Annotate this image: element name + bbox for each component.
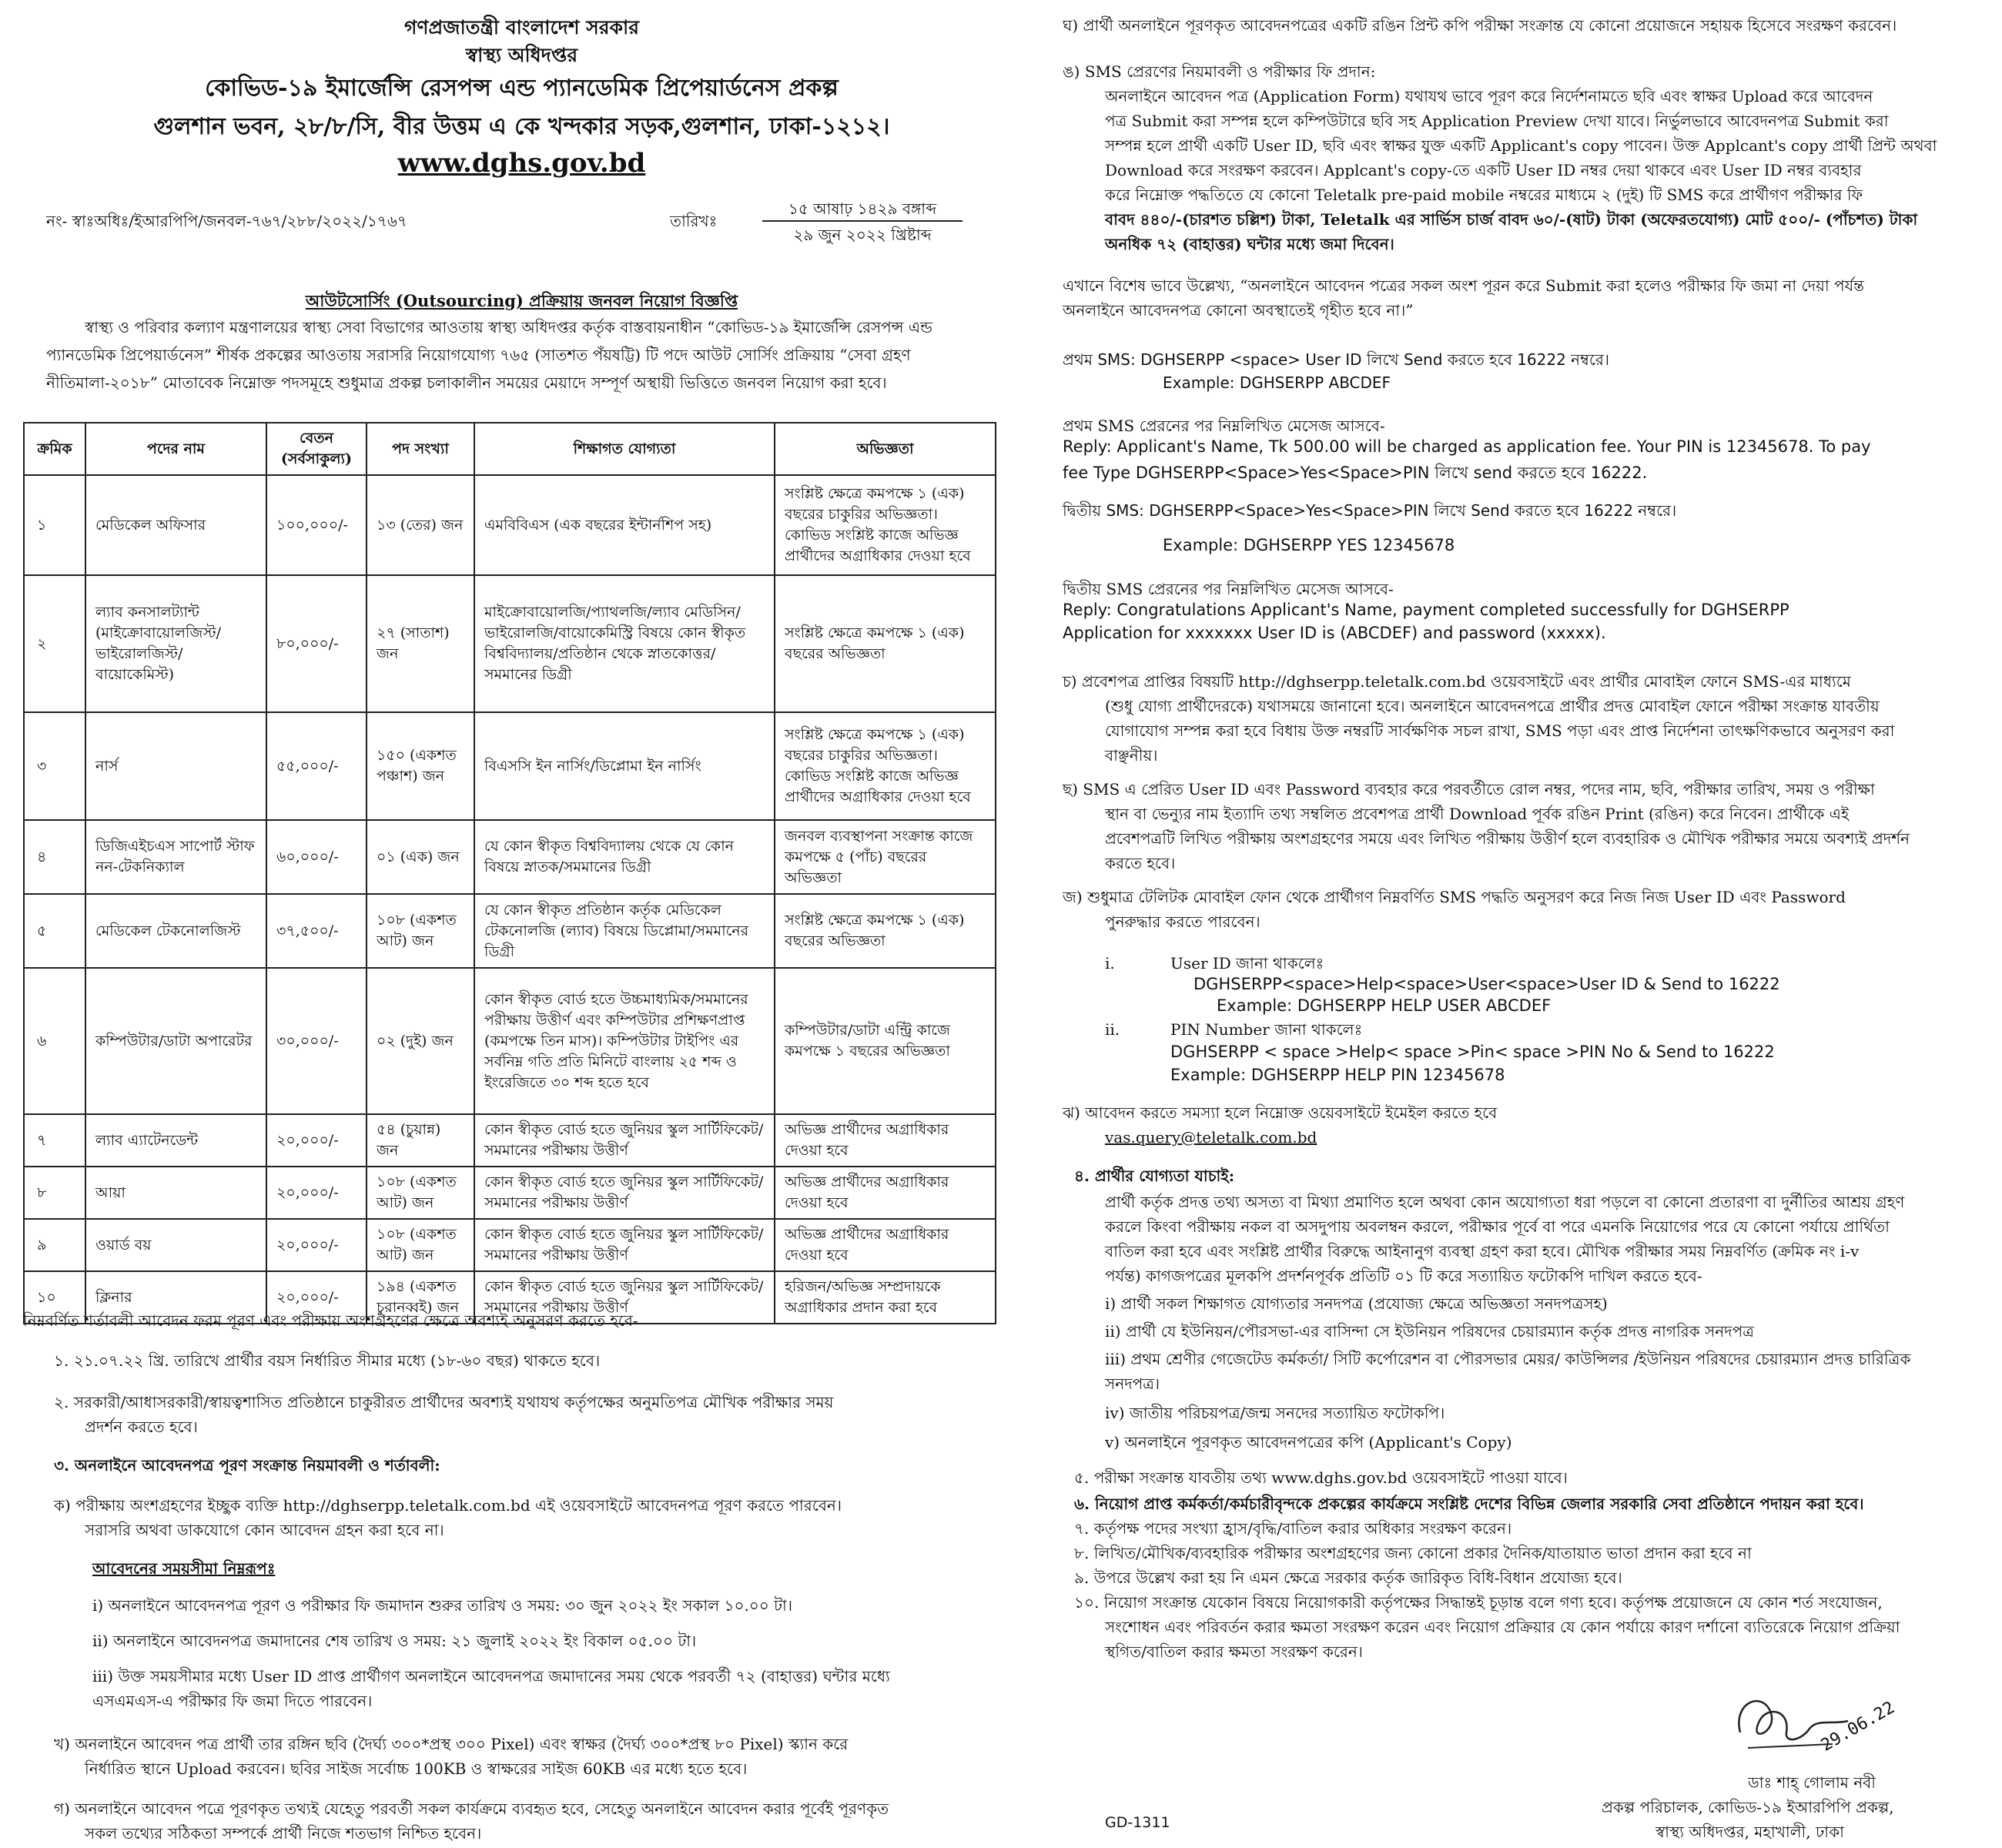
recovery-userid-example: Example: DGHSERPP HELP USER ABCDEF [1217, 996, 1552, 1015]
jobs-table [23, 422, 996, 1324]
cell-education: যে কোন স্বীকৃত বিশ্ববিদ্যালয় থেকে যে কোন বিষয়ে স্নাতক/সমমানের ডিগ্রী [474, 820, 775, 894]
cell-salary: ৫৫,০০০/- [266, 712, 367, 820]
cell-count: ১৫০ (একশত পঞ্চাশ) জন [367, 712, 474, 820]
rule-ja-cont: পুনরুদ্ধার করতে পারবেন। [1105, 912, 1260, 931]
cell-serial: ৪ [24, 820, 85, 894]
section-final-decision: ১০. নিয়োগ সংক্রান্ত যেকোন বিষয়ে নিয়োগকারী কর্তৃপক্ষের সিদ্ধান্তই চূড়ান্ত বলে গণ্য হবে। কর্তৃপক্ষ প্রয়োজনে যে কোন শর্ত সংযোজন, [1074, 1593, 1883, 1612]
intro-line: প্যানডেমিক প্রিপেয়ার্ডনেস” শীর্ষক প্রকল্পের আওতায় সরাসরি নিয়োগযোগ্য ৭৬৫ (সাতশত পঁয়ষট্টি) টি পদে আউট সোর্সিং প্রক্রিয়ায় “সেবা গ্রহণ [46, 346, 911, 364]
first-reply: Reply: Applicant's Name, Tk 500.00 will be charged as application fee. Your PIN is 12345678. To pay [1063, 437, 1871, 456]
cell-salary: ২০,০০০/- [266, 1219, 367, 1271]
recovery-pin-label: PIN Number জানা থাকলেঃ [1170, 1020, 1363, 1039]
second-reply-cont: Application for xxxxxxx User ID is (ABCDEF) and password (xxxxx). [1063, 624, 1606, 642]
section-no-allowance: ৮. লিখিত/মৌখিক/ব্যবহারিক পরীক্ষার অংশগ্রহণের জন্য কোনো প্রকার দৈনিক/যাতায়াত ভাতা প্রদান করা হবে না [1074, 1544, 1752, 1562]
sms-rules-line: অনলাইনে আবেদন পত্র (Application Form) যথাযথ ভাবে পূরণ করে নির্দেশনামতে ছবি এবং স্বাক্ষর Upload করে আবেদন [1105, 87, 1873, 105]
cell-salary: ৩৭,৫০০/- [266, 894, 367, 968]
cell-salary: ২০,০০০/- [266, 1167, 367, 1219]
cell-post: ল্যাব এ্যাটেনডেন্ট [85, 1114, 266, 1167]
col-header-post: পদের নাম [85, 423, 266, 475]
first-sms-example: Example: DGHSERPP ABCDEF [1163, 373, 1391, 392]
cell-education: যে কোন স্বীকৃত প্রতিষ্ঠান কর্তৃক মেডিকেল টেকনোলজি (ল্যাব) বিষয়ে ডিপ্লোমা/সমমানের ডিগ্রী [474, 894, 775, 968]
cell-count: ১৯৪ (একশত চুরানব্বই) জন [367, 1271, 474, 1324]
condition-age: ১. ২১.০৭.২২ খ্রি. তারিখে প্রার্থীর বয়স নির্ধারিত সীমার মধ্যে (১৮-৬০ বছর) থাকতে হবে। [54, 1351, 601, 1370]
second-sms-example: Example: DGHSERPP YES 12345678 [1163, 536, 1455, 554]
recovery-pin-sms: DGHSERPP < space >Help< space >Pin< space >PIN No & Send to 16222 [1170, 1043, 1775, 1061]
second-reply: Reply: Congratulations Applicant's Name, payment completed successfully for DGHSERPP [1063, 601, 1789, 619]
cell-experience: সংশ্লিষ্ট ক্ষেত্রে কমপক্ষে ১ (এক) বছরের অভিজ্ঞতা [775, 894, 996, 968]
document-item: iii) প্রথম শ্রেণীর গেজেটেড কর্মকর্তা/ সিটি কর্পোরেশন বা পৌরসভার মেয়র/ কাউন্সিলর /ইউনিয়ন পরিষদের চেয়ারম্যান প্রদত্ত চারিত্রিক [1105, 1350, 1911, 1368]
signatory-title: প্রকল্প পরিচালক, কোভিড-১৯ ইআরপিপি প্রকল্প, [1602, 1798, 1894, 1816]
section-eligibility: ৪. প্রার্থীর যোগ্যতা যাচাই: [1074, 1167, 1235, 1185]
signatory-name: ডাঃ শাহ্ গোলাম নবী [1748, 1773, 1876, 1792]
timeline-sms: iii) উক্ত সময়সীমার মধ্যে User ID প্রাপ্ত প্রার্থীগণ অনলাইনে আবেদনপত্র জমাদানের সময় থেকে পরবর্তী ৭২ (বাহাত্তর) ঘন্টার মধ্যে [92, 1667, 890, 1686]
rule-cha-cont: বাঞ্ছনীয়। [1105, 746, 1158, 765]
cell-salary: ২০,০০০/- [266, 1271, 367, 1324]
cell-salary: ৩০,০০০/- [266, 968, 367, 1114]
cell-experience: সংশ্লিষ্ট ক্ষেত্রে কমপক্ষে ১ (এক) বছরের চাকুরির অভিজ্ঞতা। কোভিড সংশ্লিষ্ট কাজে অভিজ্ঞ প্রার্থীদের অগ্রাধিকার দেওয়া হবে [775, 712, 996, 820]
document-item-cont: সনদপত্র। [1105, 1374, 1160, 1393]
cell-count: ১০৮ (একশত আট) জন [367, 1167, 474, 1219]
cell-experience: অভিজ্ঞ প্রার্থীদের অগ্রাধিকার দেওয়া হবে [775, 1219, 996, 1271]
sms-rules-title: ঙ) SMS প্রেরণের নিয়মাবলী ও পরীক্ষার ফি প্রদান: [1063, 62, 1376, 81]
table-row [24, 1114, 996, 1167]
cell-serial: ৯ [24, 1219, 85, 1271]
section-final-decision-cont: স্থগিত/বাতিল করার ক্ষমতা সংরক্ষণ করেন। [1105, 1642, 1363, 1661]
condition-govt-employee: ২. সরকারী/আধাসরকারী/স্বায়ত্বশাসিত প্রতিষ্ঠানে চাকুরীরত প্রার্থীদের অবশ্যই যথাযথ কর্তৃপক্ষের অনুমতিপত্র মৌখিক পরীক্ষার সময় [54, 1393, 834, 1411]
cell-count: ১০৮ (একশত আট) জন [367, 894, 474, 968]
cell-experience: কম্পিউটার/ডাটা এন্ট্রি কাজে কমপক্ষে ১ বছরের অভিজ্ঞতা [775, 968, 996, 1114]
cell-post: নার্স [85, 712, 266, 820]
timeline-title: আবেদনের সময়সীমা নিম্নরূপঃ [92, 1559, 276, 1578]
cell-count: ২৭ (সাতাশ) জন [367, 575, 474, 712]
cell-experience: সংশ্লিষ্ট ক্ষেত্রে কমপক্ষে ১ (এক) বছরের অভিজ্ঞতা [775, 575, 996, 712]
sms-rules-line: অনধিক ৭২ (বাহাত্তর) ঘন্টার মধ্যে জমা দিবেন। [1105, 235, 1394, 253]
cell-education: মাইক্রোবায়োলজি/প্যাথলজি/ল্যাব মেডিসিন/ভাইরোলজি/বায়োকেমিস্ট্রি বিষয়ে কোন স্বীকৃত বিশ্ববিদ্যালয়/প্রতিষ্ঠান থেকে স্নাতকোত্তর/সমমানের ডিগ্রী [474, 575, 775, 712]
cell-serial: ৮ [24, 1167, 85, 1219]
support-email-link[interactable]: vas.query@teletalk.com.bd [1105, 1128, 1317, 1147]
cell-experience: সংশ্লিষ্ট ক্ষেত্রে কমপক্ষে ১ (এক) বছরের চাকুরির অভিজ্ঞতা। কোভিড সংশ্লিষ্ট কাজে অভিজ্ঞ প্রার্থীদের অগ্রাধিকার দেওয়া হবে [775, 475, 996, 575]
cell-experience: হরিজন/অভিজ্ঞ সম্প্রদায়কে অগ্রাধিকার প্রদান করা হবে [775, 1271, 996, 1324]
section-govt-rules: ৯. উপরে উল্লেখ করা হয় নি এমন ক্ষেত্রে সরকার কর্তৃক জারিকৃত বিধি-বিধান প্রযোজ্য হবে। [1074, 1568, 1622, 1587]
cell-salary: ১০০,০০০/- [266, 475, 367, 575]
timeline-end: ii) অনলাইনে আবেদনপত্র জমাদানের শেষ তারিখ ও সময়: ২১ জুলাই ২০২২ ইং বিকাল ০৫.০০ টা। [92, 1632, 697, 1650]
notice-title: আউটসোর্সিং (Outsourcing) প্রক্রিয়ায় জনবল নিয়োগ বিজ্ঞপ্তি [305, 291, 738, 310]
cell-serial: ১ [24, 475, 85, 575]
first-sms: প্রথম SMS: DGHSERPP <space> User ID লিখে Send করতে হবে 16222 নম্বরে। [1063, 350, 1610, 369]
cell-post: ল্যাব কনসালট্যান্ট (মাইক্রোবায়োলজিস্ট/ ভাইরোলজিস্ট/ বায়োকেমিস্ট) [85, 575, 266, 712]
section-posting: ৬. নিয়োগ প্রাপ্ত কর্মকর্তা/কর্মচারীবৃন্দকে প্রকল্পের কার্যক্রমে সংশ্লিষ্ট দেশের বিভিন্ন জেলার সরকারি সেবা প্রতিষ্ঠানে পদায়ন করা হবে। [1074, 1495, 1864, 1513]
sms-rules-line: Download করে সংরক্ষণ করবেন। Applcant's copy-তে একটি User ID নম্বর দেয়া থাকবে এবং User ID নম্বর ব্যবহার [1105, 161, 1862, 179]
intro-line: নীতিমালা-২০১৮” মোতাবেক নিম্নোক্ত পদসমূহে শুধুমাত্র প্রকল্প চলাকালীন সময়ের মেয়াদে সম্পূর্ণ অস্থায়ী ভিত্তিতে জনবল নিয়োগ করা হবে। [46, 373, 887, 392]
cell-salary: ২০,০০০/- [266, 1114, 367, 1167]
rule-chha-cont: করতে হবে। [1105, 854, 1176, 872]
special-note: এখানে বিশেষ ভাবে উল্লেখ্য, “অনলাইনে আবেদন পত্রের সকল অংশ পূরন করে Submit করা হলেও পরীক্ষার ফি জমা না দেয়া পর্যন্ত [1063, 276, 1864, 295]
col-header-count: পদ সংখ্যা [367, 423, 474, 475]
table-row [24, 1167, 996, 1219]
cell-count: ০২ (দুই) জন [367, 968, 474, 1114]
directorate-name: স্বাস্থ্য অধিদপ্তর [465, 44, 578, 66]
cell-post: আয়া [85, 1167, 266, 1219]
eligibility-line: পর্যন্ত) কাগজপত্রের মূলকপি প্রদর্শনপূর্বক প্রতিটি ০১ টি করে সত্যায়িত ফটোকপি দাখিল করতে হবে- [1105, 1267, 1702, 1285]
cell-count: ১৩ (তের) জন [367, 475, 474, 575]
cell-post: ওয়ার্ড বয় [85, 1219, 266, 1271]
signatory-office: স্বাস্থ্য অধিদপ্তর, মহাখালী, ঢাকা [1656, 1823, 1844, 1841]
cell-serial: ৩ [24, 712, 85, 820]
cell-salary: ৮০,০০০/- [266, 575, 367, 712]
project-name: কোভিড-১৯ ইমার্জেন্সি রেসপন্স এন্ড প্যানডেমিক প্রিপেয়ার্ডনেস প্রকল্প [205, 75, 839, 102]
rule-cha: চ) প্রবেশপত্র প্রাপ্তির বিষয়টি http://dghserpp.teletalk.com.bd ওয়েবসাইটে এবং প্রার্থীর মোবাইল ফোনে SMS-এর মাধ্যমে [1063, 672, 1851, 691]
col-header-serial: ক্রমিক [24, 423, 85, 475]
cell-serial: ৭ [24, 1114, 85, 1167]
cell-post: মেডিকেল অফিসার [85, 475, 266, 575]
cell-experience: জনবল ব্যবস্থাপনা সংক্রান্ত কাজে কমপক্ষে ৫ (পাঁচ) বছরের অভিজ্ঞতা [775, 820, 996, 894]
cell-serial: ১০ [24, 1271, 85, 1324]
eligibility-line: প্রার্থী কর্তৃক প্রদত্ত তথ্য অসত্য বা মিথ্যা প্রমাণিত হলে অথবা কোন অযোগ্যতা ধরা পড়লে বা কোনো প্রতারণা বা দুর্নীতির আশ্রয় গ্রহণ [1105, 1193, 1905, 1211]
cell-salary: ৬০,০০০/- [266, 820, 367, 894]
document-item: iv) জাতীয় পরিচয়পত্র/জন্ম সনদের সত্যায়িত ফটোকপি। [1105, 1404, 1445, 1422]
rule-ka: ক) পরীক্ষায় অংশগ্রহণের ইচ্ছুক ব্যক্তি http://dghserpp.teletalk.com.bd এই ওয়েবসাইটে আবেদনপত্র পূরণ করতে পারবেন। [54, 1496, 842, 1515]
table-row [24, 475, 996, 575]
rule-ga-cont: সকল তথ্যের সঠিকতা সম্পর্কে প্রার্থী নিজে শতভাগ নিশ্চিত হবেন। [85, 1824, 482, 1843]
section-final-decision-cont: সংশোধন এবং পরিবর্তন করার ক্ষমতা সংরক্ষণ করেন এবং নিয়োগ প্রক্রিয়ার যে কোন পর্যায়ে কারণ দর্শানো ব্যতিরেকে নিয়োগ প্রক্রিয়া [1105, 1618, 1900, 1636]
first-sms-after: প্রথম SMS প্রেরনের পর নিম্নলিখিত মেসেজ আসবে- [1063, 417, 1385, 435]
signature-date: 29.06.22 [1817, 1698, 1899, 1756]
cell-serial: ৫ [24, 894, 85, 968]
rule-chha: ছ) SMS এ প্রেরিত User ID এবং Password ব্যবহার করে পরবর্তীতে রোল নম্বর, পদের নাম, ছবি, পরীক্ষার তারিখ, সময় ও পরীক্ষা [1063, 780, 1875, 798]
date-english: ২৯ জুন ২০২২ খ্রিষ্টাব্দ [793, 226, 932, 244]
cell-education: কোন স্বীকৃত বোর্ড হতে জুনিয়র স্কুল সার্টিফিকেট/সমমানের পরীক্ষায় উত্তীর্ণ [474, 1271, 775, 1324]
rule-kha-cont: নির্ধারিত স্থানে Upload করবেন। ছবির সাইজ সর্বোচ্চ 100KB ও স্বাক্ষরের সাইজ 60KB এর মধ্যে হতে হবে। [85, 1759, 748, 1778]
rule-chha-cont: স্থান বা ভেন্যুর নাম ইত্যাদি তথ্য সম্বলিত প্রবেশপত্র প্রার্থী Download পূর্বক রঙিন Print (রঙিন) করে নিবেন। প্রার্থীকে এই [1105, 805, 1850, 823]
table-row [24, 968, 996, 1114]
cell-count: ০১ (এক) জন [367, 820, 474, 894]
col-header-salary: বেতন (সর্বসাকুল্য) [266, 423, 367, 475]
second-sms-after: দ্বিতীয় SMS প্রেরনের পর নিম্নলিখিত মেসেজ আসবে- [1063, 580, 1394, 598]
cell-education: কোন স্বীকৃত বোর্ড হতে জুনিয়র স্কুল সার্টিফিকেট/সমমানের পরীক্ষায় উত্তীর্ণ [474, 1114, 775, 1167]
cell-serial: ২ [24, 575, 85, 712]
col-header-experience: অভিজ্ঞতা [775, 423, 996, 475]
memo-number: নং- স্বাঃঅধিঃ/ইআরপিপি/জনবল-৭৬৭/২৮৮/২০২২/১৭৬৭ [46, 212, 407, 230]
eligibility-line: করলে কিংবা পরীক্ষায় নকল বা অসদুপায় অবলম্বন করলে, পরীক্ষার পূর্বে বা পরে এমনকি নিয়োগের পরে যে কোনো পর্যায়ে প্রার্থিতা [1105, 1217, 1890, 1236]
table-row [24, 575, 996, 712]
table-row [24, 1219, 996, 1271]
second-sms: দ্বিতীয় SMS: DGHSERPP<Space>Yes<Space>PIN লিখে Send করতে হবে 16222 নম্বরে। [1063, 501, 1677, 520]
conditions-intro: নিম্নবর্ণিত শর্তাবলী আবেদন ফরম পূরণ এবং পরীক্ষায় অংশগ্রহণের ক্ষেত্রে অবশ্যই অনুসরণ করতে হবে- [23, 1311, 638, 1330]
condition-govt-employee-cont: প্রদর্শন করতে হবে। [85, 1418, 198, 1436]
document-item: ii) প্রার্থী যে ইউনিয়ন/পৌরসভা-এর বাসিন্দা সে ইউনিয়ন পরিষদের চেয়ারম্যান কর্তৃক প্রদত্ত নাগরিক সনদপত্র [1105, 1322, 1754, 1341]
intro-line: স্বাস্থ্য ও পরিবার কল্যাণ মন্ত্রণালয়ের স্বাস্থ্য সেবা বিভাগের আওতায় স্বাস্থ্য অধিদপ্তর কর্তৃক বাস্তবায়নাধীন “কোভিড-১৯ ইমার্জেন্সি রেসপন্স এন্ড [85, 318, 933, 336]
cell-post: ডিজিএইচএস সাপোর্ট স্টাফ নন-টেকনিক্যাল [85, 820, 266, 894]
rule-cha-cont: যোগাযোগ সম্পন্ন করা হবে বিধায় উক্ত নম্বরটি সার্বক্ষণিক সচল রাখা, SMS পড়া এবং প্রাপ্ত নির্দেশনা তাৎক্ষণিকভাবে অনুসরণ করা [1105, 721, 1895, 740]
rule-ja: জ) শুধুমাত্র টেলিটক মোবাইল ফোন থেকে প্রার্থীগণ নিম্নবর্ণিত SMS পদ্ধতি অনুসরণ করে নিজ নিজ User ID এবং Password [1063, 888, 1846, 906]
gov-name: গণপ্রজাতন্ত্রী বাংলাদেশ সরকার [404, 16, 639, 38]
office-address: গুলশান ভবন, ২৮/৮/সি, বীর উত্তম এ কে খন্দকার সড়ক,গুলশান, ঢাকা-১২১২। [153, 113, 890, 140]
rule-gha: ঘ) প্রার্থী অনলাইনে পূরণকৃত আবেদনপত্রের একটি রঙিন প্রিন্ট কপি পরীক্ষা সংক্রান্ত যে কোনো প্রয়োজনে সহায়ক হিসেবে সংরক্ষণ করবেন। [1063, 16, 1897, 35]
cell-education: কোন স্বীকৃত বোর্ড হতে জুনিয়র স্কুল সার্টিফিকেট/সমমানের পরীক্ষায় উত্তীর্ণ [474, 1219, 775, 1271]
cell-education: কোন স্বীকৃত বোর্ড হতে উচ্চমাধ্যমিক/সমমানের পরীক্ষায় উত্তীর্ণ এবং কম্পিউটার প্রশিক্ষণপ্রাপ্ত (কমপক্ষে তিন মাস)। কম্পিউটার টাইপিং এর সর্বনিম্ন গতি প্রতি মিনিটে বাংলায় ২৫ শব্দ ও ইংরেজিতে ৩০ শব্দ হতে হবে [474, 968, 775, 1114]
section-authority-rights: ৭. কর্তৃপক্ষ পদের সংখ্যা হ্রাস/বৃদ্ধি/বাতিল করার অধিকার সংরক্ষণ করেন। [1074, 1519, 1512, 1538]
date-label: তারিখঃ [670, 212, 718, 230]
cell-count: ৫৪ (চুয়ান্ন) জন [367, 1114, 474, 1167]
sms-rules-line: পত্র Submit করা সম্পন্ন হলে কম্পিউটারে ছবি সহ Application Preview দেখা যাবে। নির্ভুলভাবে আবেদনপত্র Submit করা [1105, 112, 1889, 130]
recovery-i-number: i. [1105, 954, 1115, 973]
rule-cha-cont: (শুধু যোগ্য প্রার্থীদেরকে) যথাসময়ে জানানো হবে। অনলাইনে আবেদনপত্রে প্রার্থীর প্রদত্ত মোবাইল ফোনে পরীক্ষা সংক্রান্ত যাবতীয় [1105, 697, 1880, 715]
date-bangla: ১৫ আষাঢ় ১৪২৯ বঙ্গাব্দ [762, 197, 962, 222]
rule-kha: খ) অনলাইনে আবেদন পত্র প্রার্থী তার রঙ্গিন ছবি (দৈর্ঘ্য ৩০০*প্রস্থ ৩০০ Pixel) এবং স্বাক্ষর (দৈর্ঘ্য ৩০০*প্রস্থ ৮০ Pixel) স্ক্যান করে [54, 1735, 849, 1753]
timeline-start: i) অনলাইনে আবেদনপত্র পূরণ ও পরীক্ষার ফি জমাদান শুরুর তারিখ ও সময়: ৩০ জুন ২০২২ ইং সকাল ১০.০০ টা। [92, 1596, 793, 1615]
section-online-rules: ৩. অনলাইনে আবেদনপত্র পূরণ সংক্রান্ত নিয়মাবলী ও শর্তাবলী: [54, 1456, 440, 1475]
special-note-cont: অনলাইনে আবেদনপত্র কোনো অবস্থাতেই গৃহীত হবে না।” [1063, 301, 1414, 320]
recovery-ii-number: ii. [1105, 1020, 1120, 1039]
sms-rules-line: করে নিম্নোক্ত পদ্ধতিতে যে কোনো Teletalk pre-paid mobile নম্বরের মাধ্যমে ২ (দুই) টি SMS করে প্রার্থীগণ পরীক্ষার ফি [1105, 186, 1863, 204]
recovery-pin-example: Example: DGHSERPP HELP PIN 12345678 [1170, 1066, 1505, 1084]
footer-code: GD-1311 [1105, 1814, 1170, 1831]
sms-rules-line: সম্পন্ন হলে প্রার্থী একটি User ID, ছবি এবং স্বাক্ষর যুক্ত একটি Applicant's copy পাবেন। উক্ত Applcant's copy প্রার্থী প্রিন্ট অথবা [1105, 136, 1937, 155]
rule-ka-cont: সরাসরি অথবা ডাকযোগে কোন আবেদন গ্রহন করা হবে না। [85, 1521, 444, 1539]
cell-experience: অভিজ্ঞ প্রার্থীদের অগ্রাধিকার দেওয়া হবে [775, 1114, 996, 1167]
cell-post: মেডিকেল টেকনোলজিস্ট [85, 894, 266, 968]
cell-serial: ৬ [24, 968, 85, 1114]
cell-post: কম্পিউটার/ডাটা অপারেটর [85, 968, 266, 1114]
table-row [24, 712, 996, 820]
rule-ga: গ) অনলাইনে আবেদন পত্রে পূরণকৃত তথ্যই যেহেতু পরবর্তী সকল কার্যক্রমে ব্যবহৃত হবে, সেহেতু অনলাইনে আবেদন করার পূর্বেই পূরণকৃত [54, 1799, 889, 1818]
first-reply-cont: fee Type DGHSERPP<Space>Yes<Space>PIN লিখে send করতে হবে 16222. [1063, 464, 1648, 482]
document-item: v) অনলাইনে পূরণকৃত আবেদনপত্রের কপি (Applicant's Copy) [1105, 1433, 1512, 1451]
rule-chha-cont: প্রবেশপত্রটি লিখিত পরীক্ষায় অংশগ্রহণের সময়ে এবং লিখিত পরীক্ষায় উত্তীর্ণ হলে ব্যবহারিক ও মৌখিক পরীক্ষার সময়ে অবশ্যই প্রদর্শন [1105, 829, 1910, 848]
eligibility-line: বাতিল করা হবে এবং সংশ্লিষ্ট প্রার্থীর বিরুদ্ধে আইনানুগ ব্যবস্থা গ্রহণ করা হবে। মৌখিক পরীক্ষার সময় নিম্নবর্ণিত (ক্রমিক নং i-v [1105, 1242, 1860, 1260]
cell-count: ১০৮ (একশত আট) জন [367, 1219, 474, 1271]
table-row [24, 894, 996, 968]
cell-experience: অভিজ্ঞ প্রার্থীদের অগ্রাধিকার দেওয়া হবে [775, 1167, 996, 1219]
cell-education: কোন স্বীকৃত বোর্ড হতে জুনিয়র স্কুল সার্টিফিকেট/সমমানের পরীক্ষায় উত্তীর্ণ [474, 1167, 775, 1219]
website-link[interactable]: www.dghs.gov.bd [397, 148, 646, 179]
cell-education: এমবিবিএস (এক বছরের ইন্টার্নশিপ সহ) [474, 475, 775, 575]
table-row [24, 820, 996, 894]
signature-block [1717, 1679, 1899, 1774]
recovery-userid-label: User ID জানা থাকলেঃ [1170, 954, 1324, 973]
timeline-sms-cont: এসএমএস-এ পরীক্ষার ফি জমা দিতে পারবেন। [92, 1692, 373, 1710]
col-header-education: শিক্ষাগত যোগ্যতা [474, 423, 775, 475]
rule-jha: ঝ) আবেদন করতে সমস্যা হলে নিম্নোক্ত ওয়েবসাইটে ইমেইল করতে হবে [1063, 1103, 1498, 1122]
document-item: i) প্রার্থী সকল শিক্ষাগত যোগ্যতার সনদপত্র (প্রযোজ্য ক্ষেত্রে অভিজ্ঞতা সনদপত্রসহ) [1105, 1294, 1608, 1313]
cell-education: বিএসসি ইন নার্সিং/ডিপ্লোমা ইন নার্সিং [474, 712, 775, 820]
section-info-website: ৫. পরীক্ষা সংক্রান্ত যাবতীয় তথ্য www.dghs.gov.bd ওয়েবসাইটে পাওয়া যাবে। [1074, 1468, 1568, 1487]
recovery-userid-sms: DGHSERPP<space>Help<space>User<space>User ID & Send to 16222 [1194, 975, 1780, 993]
cell-post: ক্লিনার [85, 1271, 266, 1324]
table-header-row [24, 423, 996, 475]
sms-rules-fee: বাবদ ৪৪০/-(চারশত চল্লিশ) টাকা, Teletalk এর সার্ভিস চার্জ বাবদ ৬০/-(ষাট) টাকা (অফেরতযোগ্য) মোট ৫০০/- (পাঁচশত) টাকা [1105, 210, 1918, 229]
